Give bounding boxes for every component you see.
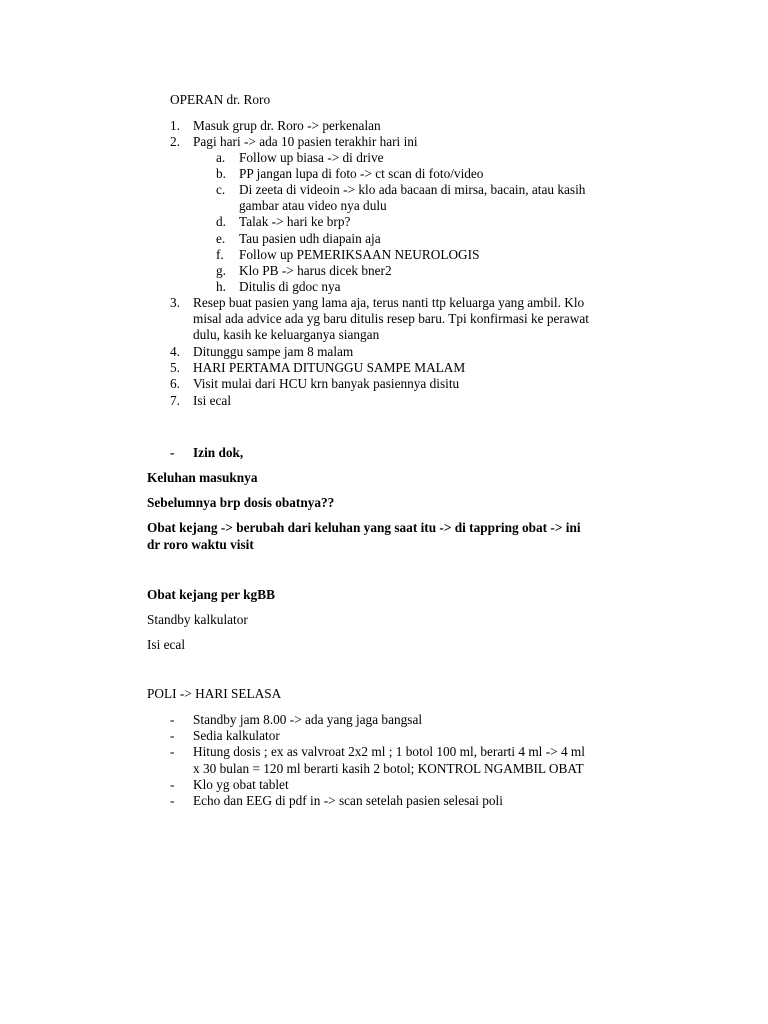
sublist-marker: a. [216,150,226,165]
sublist-item: Tau pasien udh diapain aja [239,231,381,246]
list-item: HARI PERTAMA DITUNGGU SAMPE MALAM [193,360,466,375]
bullet-marker: - [170,712,175,727]
list-marker: 1. [170,118,180,133]
greeting: Izin dok, [193,445,244,460]
sublist-item-continuation: gambar atau video nya dulu [239,198,387,213]
sublist-marker: g. [216,263,226,278]
bullet-marker: - [170,777,175,792]
sublist-item: Di zeeta di videoin -> klo ada bacaan di mirsa, bacain, atau kasih [239,182,586,197]
bullet-marker: - [170,445,175,460]
bold-paragraph: Obat kejang per kgBB [147,587,275,602]
bold-paragraph: Sebelumnya brp dosis obatnya?? [147,495,335,510]
sublist-marker: f. [216,247,224,262]
bold-paragraph: Keluhan masuknya [147,470,258,485]
bullet-item: Echo dan EEG di pdf in -> scan setelah pasien selesai poli [193,793,503,808]
list-item: Ditunggu sampe jam 8 malam [193,344,354,359]
list-marker: 6. [170,376,180,391]
bullet-item: Klo yg obat tablet [193,777,289,792]
sublist-marker: c. [216,182,226,197]
bullet-marker: - [170,744,175,759]
list-item-continuation: misal ada advice ada yg baru ditulis resep baru. Tpi konfirmasi ke perawat [193,311,589,326]
bullet-item: Standby jam 8.00 -> ada yang jaga bangsal [193,712,423,727]
bold-paragraph-continuation: dr roro waktu visit [147,537,254,552]
sublist-marker: e. [216,231,226,246]
list-item: Pagi hari -> ada 10 pasien terakhir hari ini [193,134,418,149]
bullet-item-continuation: x 30 bulan = 120 ml berarti kasih 2 botol; KONTROL NGAMBIL OBAT [193,761,584,776]
bullet-marker: - [170,793,175,808]
bold-paragraph: Obat kejang -> berubah dari keluhan yang saat itu -> di tappring obat -> ini [147,520,581,535]
list-item: Resep buat pasien yang lama aja, terus nanti ttp keluarga yang ambil. Klo [193,295,585,310]
list-marker: 2. [170,134,180,149]
bullet-item: Sedia kalkulator [193,728,280,743]
sublist-item: PP jangan lupa di foto -> ct scan di foto/video [239,166,484,181]
sublist-item: Talak -> hari ke brp? [239,214,351,229]
list-item: Masuk grup dr. Roro -> perkenalan [193,118,381,133]
list-item: Visit mulai dari HCU krn banyak pasiennya disitu [193,376,460,391]
list-item-continuation: dulu, kasih ke keluarganya siangan [193,327,380,342]
sublist-item: Klo PB -> harus dicek bner2 [239,263,392,278]
list-marker: 7. [170,393,180,408]
sublist-marker: b. [216,166,226,181]
section-heading: POLI -> HARI SELASA [147,686,282,701]
bullet-item: Hitung dosis ; ex as valvroat 2x2 ml ; 1 botol 100 ml, berarti 4 ml -> 4 ml [193,744,585,759]
sublist-item: Follow up PEMERIKSAAN NEUROLOGIS [239,247,480,262]
sublist-marker: d. [216,214,226,229]
sublist-item: Follow up biasa -> di drive [239,150,384,165]
paragraph: Standby kalkulator [147,612,248,627]
bullet-marker: - [170,728,175,743]
sublist-item: Ditulis di gdoc nya [239,279,341,294]
sublist-marker: h. [216,279,226,294]
list-marker: 3. [170,295,180,310]
list-marker: 4. [170,344,180,359]
document-title: OPERAN dr. Roro [170,92,271,107]
list-marker: 5. [170,360,180,375]
paragraph: Isi ecal [147,637,186,652]
list-item: Isi ecal [193,393,232,408]
